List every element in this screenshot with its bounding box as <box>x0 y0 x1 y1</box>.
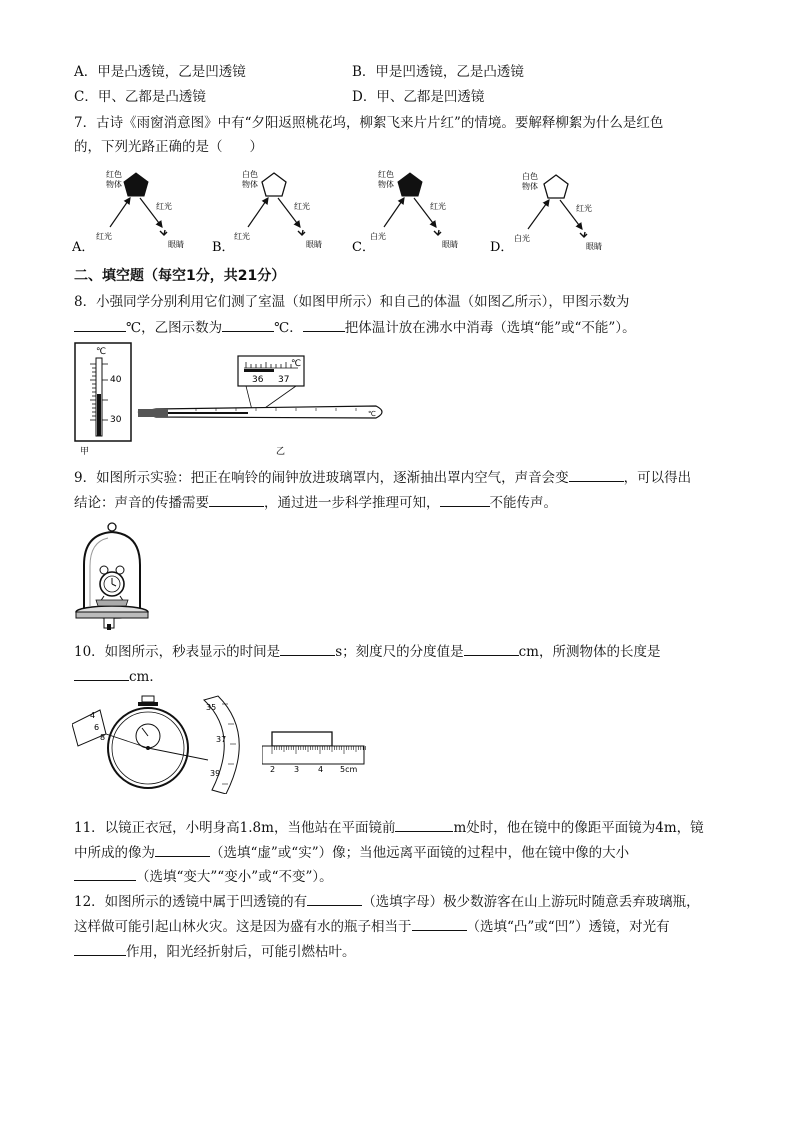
q8-thermometer-yi <box>136 354 391 459</box>
ruler-tick-3: 3 <box>294 765 300 774</box>
q12-stem-line3 <box>74 941 356 962</box>
q10-blank-3[interactable] <box>74 666 129 681</box>
q12-stem-line1 <box>74 891 700 912</box>
q8-jia-unit: ℃ <box>96 347 107 357</box>
q8-part3: 把体温计放在沸水中消毒（选填“能”或“不能”）。 <box>344 320 636 336</box>
q11-blank-2[interactable] <box>155 842 210 857</box>
q11-part5: （选填“变大”“变小”或“不变”）。 <box>136 869 333 885</box>
q7-a-object-pentagon <box>124 173 148 196</box>
stopwatch-zoom-35: 35 <box>206 703 217 712</box>
q12-part1: 12．如图所示的透镜中属于凹透镜的有 <box>74 894 308 910</box>
q7-option-a-letter: A． <box>72 240 95 255</box>
q7-stem-line2: 的，下列光路正确的是（ ） <box>74 139 263 155</box>
ruler-tick-5cm: 5cm <box>340 765 358 774</box>
q7-b-eye: 眼睛 <box>306 240 322 249</box>
q7-c-object-pentagon <box>398 173 422 196</box>
q9-stem-line1 <box>74 467 691 488</box>
q7-c-eye: 眼睛 <box>442 240 458 249</box>
q8-jia-tick-30: 30 <box>110 415 122 425</box>
q10-stem-line2 <box>74 666 163 687</box>
q8-blank-1[interactable] <box>74 317 126 332</box>
q9-blank-3[interactable] <box>440 492 490 507</box>
q9-part4: ，通过进一步科学推理可知， <box>264 495 440 511</box>
q9-part5: 不能传声。 <box>489 495 557 511</box>
section2-title: 二、填空题（每空1分，共21分） <box>74 268 286 284</box>
q10-blank-2[interactable] <box>464 641 519 656</box>
stopwatch-zoom-8: 8 <box>100 733 106 742</box>
q11-blank-3[interactable] <box>74 866 136 881</box>
q7-stem-line1: 7．古诗《雨窗消意图》中有“夕阳返照桃花坞，柳絮飞来片片红”的情境。要解释柳絮为什么是红色 <box>74 115 664 131</box>
q7-b-out-light: 红光 <box>294 202 310 211</box>
q12-blank-3[interactable] <box>74 941 126 956</box>
q8-yi-zoom-36: 36 <box>252 375 264 385</box>
q7-option-d-letter: D． <box>490 240 514 255</box>
q8-part1: ℃，乙图示数为 <box>126 320 223 336</box>
q6-option-d: D．甲、乙都是凹透镜 <box>352 89 485 105</box>
q7-d-out-light: 红光 <box>576 204 592 213</box>
q7-b-object-pentagon <box>262 173 286 196</box>
stopwatch-zoom-6: 6 <box>94 723 100 732</box>
q7-a-object-line1: 红色 <box>106 170 122 179</box>
q7-a-in-light: 红光 <box>96 232 112 241</box>
q12-stem-line2 <box>74 916 670 937</box>
q7-b-object-line2: 物体 <box>242 180 258 189</box>
q10-part2: s；刻度尺的分度值是 <box>335 644 464 660</box>
q8-thermometer-jia <box>74 342 134 457</box>
q12-part4: （选填“凸”或“凹”）透镜，对光有 <box>466 919 670 935</box>
q6-option-c: C．甲、乙都是凸透镜 <box>74 89 206 105</box>
q7-option-c-letter: C． <box>352 240 375 255</box>
q7-a-object-line2: 物体 <box>106 180 122 189</box>
stopwatch-zoom-4: 4 <box>90 711 96 720</box>
q7-c-out-light: 红光 <box>430 202 446 211</box>
q7-d-object-line2: 物体 <box>522 182 538 191</box>
q9-part1: 9．如图所示实验：把正在响铃的闹钟放进玻璃罩内，逐渐抽出罩内空气，声音会变 <box>74 470 569 486</box>
q7-d-in-light: 白光 <box>514 234 530 243</box>
q8-blank-2[interactable] <box>222 317 274 332</box>
q8-blank-3[interactable] <box>303 317 345 332</box>
q8-stem-line2 <box>74 317 636 338</box>
q11-part4: （选填“虚”或“实”）像；当他远离平面镜的过程中，他在镜中像的大小 <box>210 845 630 861</box>
q7-option-c <box>352 169 458 255</box>
ruler-tick-2: 2 <box>270 765 276 774</box>
q7-c-object-line2: 物体 <box>378 180 394 189</box>
q9-bell-jar-figure <box>74 520 156 632</box>
q12-blank-1[interactable] <box>307 891 362 906</box>
q10-part1: 10．如图所示，秒表显示的时间是 <box>74 644 281 660</box>
q6-option-a: A．甲是凸透镜，乙是凹透镜 <box>74 64 246 80</box>
q12-part2: （选填字母）极少数游客在山上游玩时随意丢弃玻璃瓶， <box>362 894 700 910</box>
q11-stem-line2 <box>74 842 629 863</box>
q7-d-object-pentagon <box>544 175 568 198</box>
q10-part3: cm，所测物体的长度是 <box>518 644 661 660</box>
q11-part1: 11．以镜正衣冠，小明身高1.8m，当他站在平面镜前 <box>74 820 396 836</box>
q9-part3: 结论：声音的传播需要 <box>74 495 209 511</box>
q12-part3: 这样做可能引起山林火灾。这是因为盛有水的瓶子相当于 <box>74 919 412 935</box>
q7-option-a <box>72 169 184 255</box>
q10-ruler-figure <box>262 730 366 774</box>
q8-yi-unit: ℃ <box>291 359 302 369</box>
ruler-tick-4: 4 <box>318 765 324 774</box>
q8-jia-tick-40: 40 <box>110 375 122 385</box>
q11-part3: 中所成的像为 <box>74 845 155 861</box>
q8-stem-line1: 8．小强同学分别利用它们测了室温（如图甲所示）和自己的体温（如图乙所示），甲图示数为 <box>74 294 630 310</box>
q8-part2: ℃． <box>274 320 303 336</box>
q11-stem-line1 <box>74 817 704 838</box>
q9-stem-line2 <box>74 492 557 513</box>
q6-option-b: B．甲是凹透镜，乙是凸透镜 <box>352 64 524 80</box>
q7-option-b-letter: B． <box>212 240 235 255</box>
q8-jia-label: 甲 <box>80 447 90 457</box>
q11-blank-1[interactable] <box>395 817 453 832</box>
q8-yi-zoom-37: 37 <box>278 375 290 385</box>
q7-a-out-light: 红光 <box>156 202 172 211</box>
q7-c-in-light: 白光 <box>370 232 386 241</box>
q10-part4: cm． <box>129 669 163 685</box>
q7-c-object-line1: 红色 <box>378 170 394 179</box>
q7-b-object-line1: 白色 <box>242 170 258 179</box>
stopwatch-zoom-37: 37 <box>216 735 227 744</box>
q7-option-b <box>212 169 322 255</box>
q12-part5: 作用，阳光经折射后，可能引燃枯叶。 <box>126 944 356 960</box>
q10-blank-1[interactable] <box>280 641 335 656</box>
q11-part2: m处时，他在镜中的像距平面镜为4m，镜 <box>453 820 704 836</box>
q8-yi-unit-end: ℃ <box>368 410 376 418</box>
q10-stopwatch-figure <box>72 694 252 794</box>
q12-blank-2[interactable] <box>412 916 467 931</box>
stopwatch-zoom-39: 39 <box>210 769 221 778</box>
q7-b-in-light: 红光 <box>234 232 250 241</box>
q9-blank-1[interactable] <box>569 467 624 482</box>
q9-part2: ，可以得出 <box>623 470 692 486</box>
q7-a-eye: 眼睛 <box>168 240 184 249</box>
q10-stem-line1 <box>74 641 661 662</box>
q11-stem-line3 <box>74 866 333 887</box>
q7-d-object-line1: 白色 <box>522 172 538 181</box>
q7-option-d <box>490 171 602 255</box>
q7-d-eye: 眼睛 <box>586 242 602 251</box>
q8-yi-label: 乙 <box>276 447 286 457</box>
q7-diagrams <box>72 165 632 255</box>
q9-blank-2[interactable] <box>209 492 264 507</box>
